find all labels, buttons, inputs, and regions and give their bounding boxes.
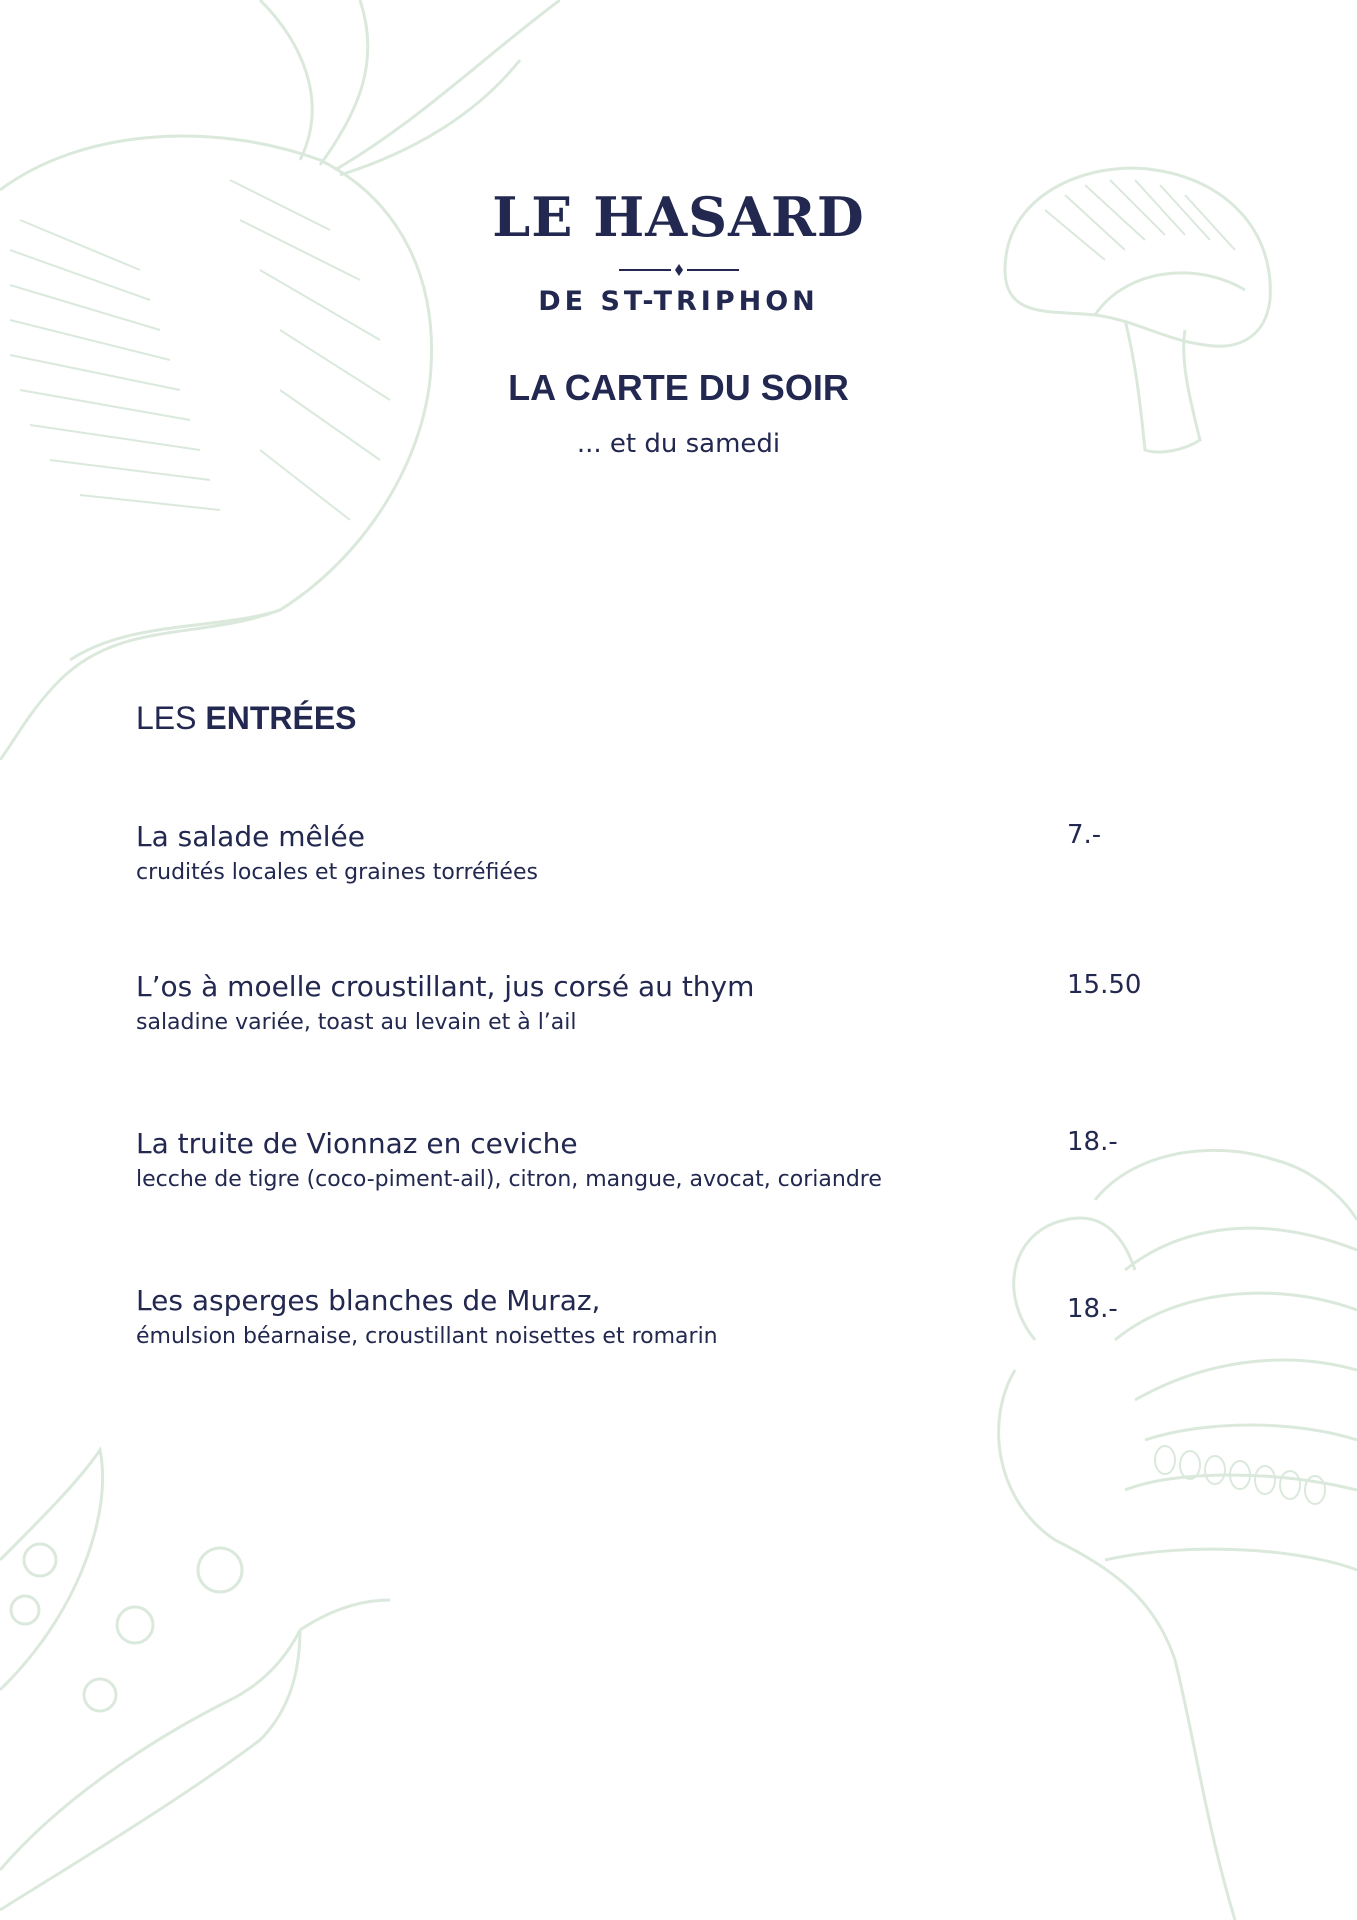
pea-pod-illustration (0, 1440, 420, 1920)
menu-item-price: 7.- (1067, 820, 1102, 850)
menu-item-description: émulsion béarnaise, croustillant noisettes et romarin (136, 1323, 718, 1349)
menu-item-name: L’os à moelle croustillant, jus corsé au thym (136, 970, 755, 1003)
menu-item (136, 1127, 1186, 1192)
section-heading-entrees (136, 700, 357, 737)
menu-item-name: La truite de Vionnaz en ceviche (136, 1127, 578, 1160)
menu-subtitle: ... et du samedi (576, 429, 781, 459)
restaurant-logo-name: LE HASARD (492, 185, 865, 249)
section-heading-prefix: LES (136, 700, 197, 736)
menu-item-description: lecche de tigre (coco-piment-ail), citron, mangue, avocat, coriandre (136, 1166, 882, 1192)
menu-item-name: Les asperges blanches de Muraz, (136, 1284, 601, 1317)
menu-title: LA CARTE DU SOIR (508, 367, 849, 408)
artichoke-illustration (975, 1140, 1357, 1920)
menu-item-price: 18.- (1067, 1127, 1118, 1157)
menu-item-description: crudités locales et graines torréfiées (136, 859, 538, 885)
menu-item-description: saladine variée, toast au levain et à l’ail (136, 1009, 577, 1035)
menu-item-price: 18.- (1067, 1294, 1118, 1324)
menu-item (136, 820, 1186, 885)
menu-header (0, 185, 1357, 459)
menu-item (136, 970, 1186, 1035)
logo-divider-ornament (619, 262, 739, 276)
restaurant-logo-location: DE ST-TRIPHON (538, 286, 819, 317)
menu-item-price: 15.50 (1067, 970, 1142, 1000)
menu-item-name: La salade mêlée (136, 820, 365, 853)
section-heading-name: ENTRÉES (205, 700, 357, 736)
menu-item (136, 1284, 1186, 1349)
